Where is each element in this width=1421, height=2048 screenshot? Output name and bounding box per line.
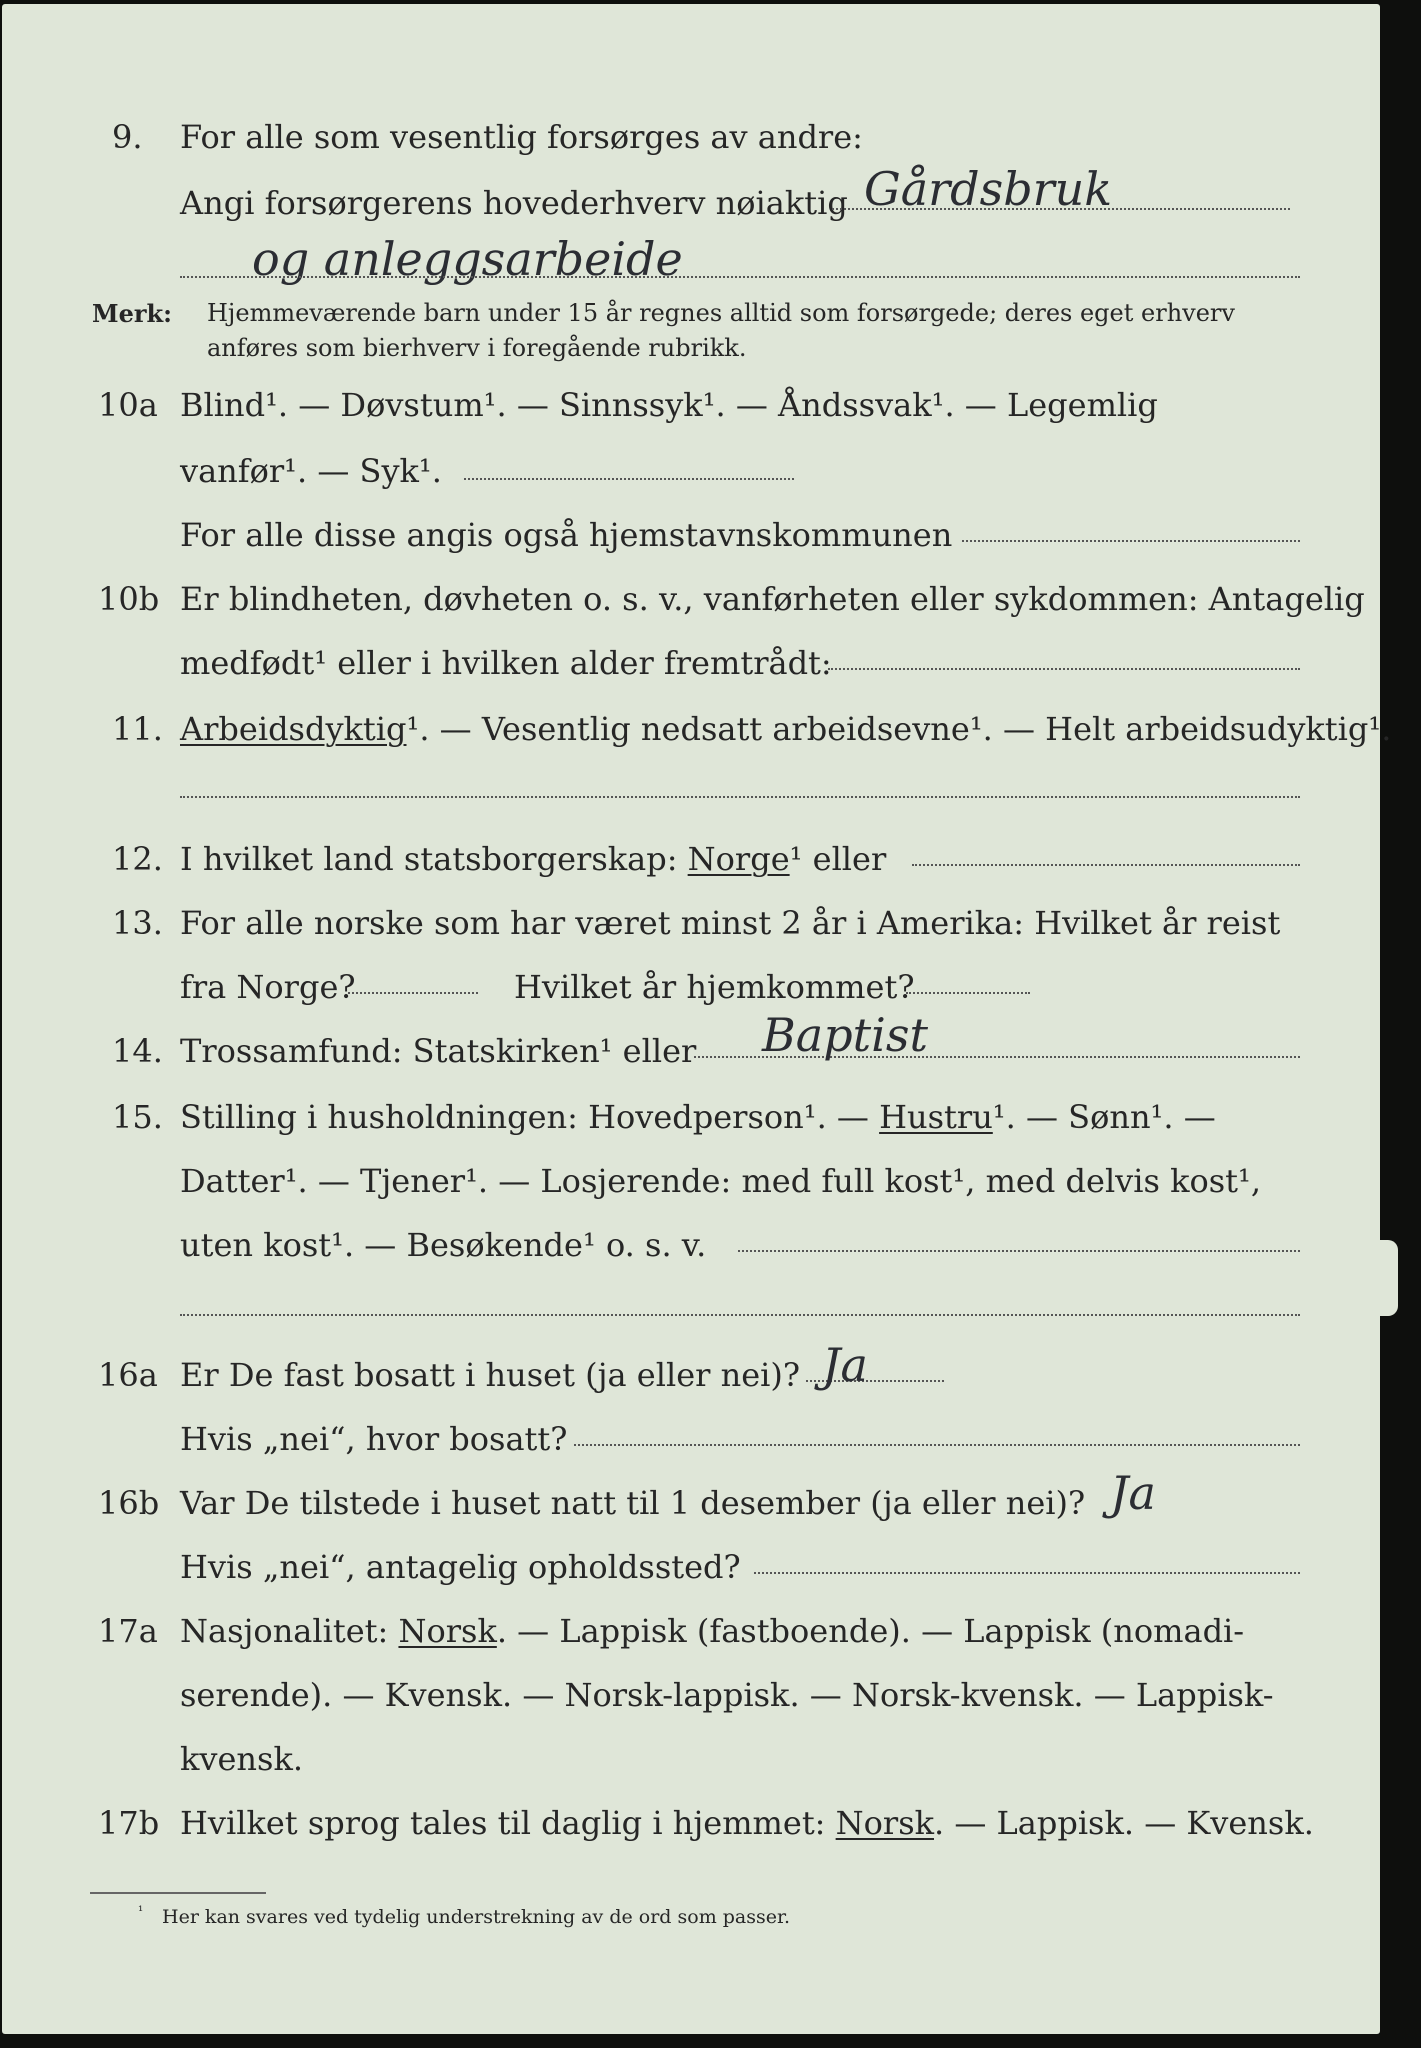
question-17a-line-1: [180, 1612, 1244, 1650]
question-10b-line-2: medfødt¹ eller i hvilken alder fremtrådt:: [180, 644, 832, 682]
question-17a-line-1b: . — Lappisk (fastboende). — Lappisk (nomadi-: [496, 1612, 1245, 1650]
footnote-rule: [90, 1892, 266, 1894]
question-number-17b: 17b: [98, 1804, 160, 1842]
question-12-text: [180, 840, 886, 878]
question-17b-rest: . — Lappisk. — Kvensk.: [934, 1804, 1314, 1842]
question-15-line-1: [180, 1098, 1216, 1136]
question-13-line-2b: Hvilket år hjemkommet?: [514, 968, 915, 1006]
answer-line: [180, 276, 1300, 278]
question-9-line-2: Angi forsørgerens hovederhverv nøiaktig: [180, 184, 848, 222]
question-number-9: 9.: [112, 118, 143, 156]
answer-line: [180, 796, 1300, 798]
note-label: Merk:: [92, 299, 172, 328]
question-number-17a: 17a: [98, 1612, 158, 1650]
question-11-text: [180, 710, 1391, 748]
answer-line: [180, 1314, 1300, 1316]
question-13-line-1: For alle norske som har været minst 2 år i Amerika: Hvilket år reist: [180, 904, 1281, 942]
answer-line: [574, 1444, 1300, 1446]
question-16b-line-2: Hvis „nei“, antagelig opholdssted?: [180, 1548, 741, 1586]
handwritten-answer-present: Ja: [1110, 1466, 1156, 1520]
question-number-16a: 16a: [98, 1356, 158, 1394]
option-hustru-underlined: Hustru: [879, 1098, 993, 1136]
answer-line: [906, 992, 1030, 994]
question-number-16b: 16b: [98, 1484, 160, 1522]
question-16a-line-1: Er De fast bosatt i huset (ja eller nei)?: [180, 1356, 801, 1394]
question-number-10b: 10b: [98, 580, 160, 618]
answer-line: [738, 1250, 1300, 1252]
option-norsk-underlined: Norsk: [398, 1612, 497, 1650]
answer-line: [912, 864, 1300, 866]
note-line-1: Hjemmeværende barn under 15 år regnes alltid som forsørgede; deres eget erhverv: [207, 299, 1235, 327]
question-15-line-1a: Stilling i husholdningen: Hovedperson¹. —: [180, 1098, 869, 1136]
question-9-line-1: For alle som vesentlig forsørges av andre:: [180, 118, 863, 156]
question-14-text: Trossamfund: Statskirken¹ eller: [180, 1032, 697, 1070]
handwritten-answer-occupation: Gårdsbruk: [864, 162, 1113, 216]
handwritten-answer-occupation-2: og anleggsarbeide: [252, 232, 683, 286]
question-10a-line-2: vanfør¹. — Syk¹.: [180, 452, 442, 490]
question-number-13: 13.: [112, 904, 163, 942]
census-form-page: [2, 4, 1392, 2034]
question-10a-line-1: Blind¹. — Døvstum¹. — Sinnssyk¹. — Åndssvak¹. — Legemlig: [180, 386, 1158, 424]
question-17b-text: [180, 1804, 1314, 1842]
question-16a-line-2: Hvis „nei“, hvor bosatt?: [180, 1420, 568, 1458]
question-17a-line-2: serende). — Kvensk. — Norsk-lappisk. — Norsk-kvensk. — Lappisk-: [180, 1676, 1274, 1714]
answer-line: [828, 668, 1300, 670]
question-number-11: 11.: [112, 710, 163, 748]
question-11-rest: ¹. — Vesentlig nedsatt arbeidsevne¹. — Helt arbeidsudyktig¹.: [406, 710, 1392, 748]
question-16b-line-1: Var De tilstede i huset natt til 1 desember (ja eller nei)?: [180, 1484, 1086, 1522]
footnote-mark: ¹: [138, 1904, 144, 1919]
question-number-15: 15.: [112, 1098, 163, 1136]
handwritten-answer-resident: Ja: [822, 1338, 868, 1392]
answer-line: [464, 478, 794, 480]
question-17a-label: Nasjonalitet:: [180, 1612, 389, 1650]
handwritten-answer-religion: Baptist: [762, 1008, 928, 1062]
question-12-label: I hvilket land statsborgerskap:: [180, 840, 678, 878]
footnote-text: Her kan svares ved tydelig understrekning av de ord som passer.: [162, 1906, 791, 1928]
question-15-line-1b: ¹. — Sønn¹. —: [992, 1098, 1216, 1136]
option-arbeidsdyktig-underlined: Arbeidsdyktig: [180, 710, 407, 748]
question-15-line-2: Datter¹. — Tjener¹. — Losjerende: med full kost¹, med delvis kost¹,: [180, 1162, 1262, 1200]
note-line-2: anføres som bierhverv i foregående rubrikk.: [207, 334, 747, 362]
question-15-line-3: uten kost¹. — Besøkende¹ o. s. v.: [180, 1226, 707, 1264]
question-10b-line-1: Er blindheten, døvheten o. s. v., vanførheten eller sykdommen: Antagelig: [180, 580, 1365, 618]
question-number-10a: 10a: [98, 386, 158, 424]
question-number-12: 12.: [112, 840, 163, 878]
answer-line: [962, 540, 1300, 542]
answer-line: [754, 1572, 1300, 1574]
option-norge-underlined: Norge: [687, 840, 790, 878]
question-12-rest: ¹ eller: [789, 840, 887, 878]
question-17b-label: Hvilket sprog tales til daglig i hjemmet:: [180, 1804, 826, 1842]
question-17a-line-3: kvensk.: [180, 1740, 303, 1778]
option-norsk-spoken-underlined: Norsk: [835, 1804, 934, 1842]
question-10a-line-3: For alle disse angis også hjemstavnskommunen: [180, 516, 953, 554]
question-13-line-2a: fra Norge?: [180, 968, 356, 1006]
question-number-14: 14.: [112, 1032, 163, 1070]
torn-edge: [1372, 1240, 1398, 1316]
answer-line: [348, 992, 478, 994]
